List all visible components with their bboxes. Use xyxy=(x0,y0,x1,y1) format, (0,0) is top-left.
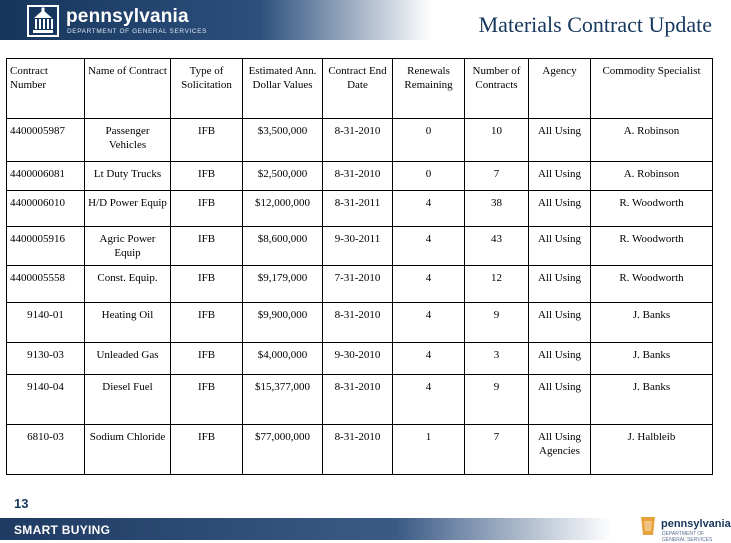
table-header-row xyxy=(7,59,713,119)
table-row xyxy=(7,162,713,191)
table-cell: J. Banks xyxy=(591,343,713,375)
table-cell: All Using xyxy=(529,191,591,227)
table-cell: 4400005987 xyxy=(7,119,85,162)
table-cell: 7 xyxy=(465,425,529,475)
column-header: Contract End Date xyxy=(323,59,393,119)
table-cell: IFB xyxy=(171,303,243,343)
column-header: Type of Solicitation xyxy=(171,59,243,119)
table-cell: 7-31-2010 xyxy=(323,266,393,303)
table-cell: J. Halbleib xyxy=(591,425,713,475)
pa-keystone-icon xyxy=(638,516,658,536)
table-cell: $8,600,000 xyxy=(243,227,323,266)
table-cell: 8-31-2010 xyxy=(323,425,393,475)
table-cell: 1 xyxy=(393,425,465,475)
materials-contract-table xyxy=(6,58,713,475)
table-cell: 9-30-2010 xyxy=(323,343,393,375)
table-cell: 9 xyxy=(465,375,529,425)
table-cell: 8-31-2010 xyxy=(323,162,393,191)
table-cell: $77,000,000 xyxy=(243,425,323,475)
table-cell: All Using xyxy=(529,303,591,343)
table-cell: IFB xyxy=(171,425,243,475)
department-name: DEPARTMENT OF GENERAL SERVICES xyxy=(67,28,208,35)
column-header: Number of Contracts xyxy=(465,59,529,119)
table-cell: All Using xyxy=(529,119,591,162)
table-cell: 3 xyxy=(465,343,529,375)
table-cell: 0 xyxy=(393,119,465,162)
brand-name: pennsylvania xyxy=(66,6,189,27)
table-cell: 4 xyxy=(393,227,465,266)
table-cell: 4 xyxy=(393,343,465,375)
table-cell: Diesel Fuel xyxy=(85,375,171,425)
table-cell: Unleaded Gas xyxy=(85,343,171,375)
table-cell: All Using Agencies xyxy=(529,425,591,475)
table-row xyxy=(7,191,713,227)
table-cell: IFB xyxy=(171,227,243,266)
table-cell: $4,000,000 xyxy=(243,343,323,375)
table-row xyxy=(7,266,713,303)
header-banner xyxy=(0,0,432,40)
page-number: 13 xyxy=(14,496,29,511)
column-header: Contract Number xyxy=(7,59,85,119)
table-cell: $15,377,000 xyxy=(243,375,323,425)
table-cell: Sodium Chloride xyxy=(85,425,171,475)
table-cell: R. Woodworth xyxy=(591,227,713,266)
smart-buying-label: SMART BUYING xyxy=(14,523,111,537)
table-cell: A. Robinson xyxy=(591,119,713,162)
table-row xyxy=(7,375,713,425)
table-cell: 4400006010 xyxy=(7,191,85,227)
table-cell: 43 xyxy=(465,227,529,266)
table-cell: IFB xyxy=(171,191,243,227)
table-cell: 8-31-2011 xyxy=(323,191,393,227)
table-row xyxy=(7,343,713,375)
table-cell: 8-31-2010 xyxy=(323,119,393,162)
table-cell: 4 xyxy=(393,375,465,425)
table-cell: 38 xyxy=(465,191,529,227)
table-cell: All Using xyxy=(529,375,591,425)
column-header: Name of Contract xyxy=(85,59,171,119)
pa-brand-name: pennsylvania xyxy=(661,518,731,530)
table-cell: IFB xyxy=(171,162,243,191)
page-title: Materials Contract Update xyxy=(478,12,712,37)
header xyxy=(0,0,720,46)
table-cell: J. Banks xyxy=(591,303,713,343)
table-cell: 4400005558 xyxy=(7,266,85,303)
table-cell: 4 xyxy=(393,266,465,303)
table-cell: IFB xyxy=(171,119,243,162)
table-cell: IFB xyxy=(171,343,243,375)
table-cell: 9 xyxy=(465,303,529,343)
table-cell: 9130-03 xyxy=(7,343,85,375)
table-row xyxy=(7,119,713,162)
table-cell: 9-30-2011 xyxy=(323,227,393,266)
column-header: Estimated Ann. Dollar Values xyxy=(243,59,323,119)
table-cell: 4400006081 xyxy=(7,162,85,191)
column-header: Renewals Remaining xyxy=(393,59,465,119)
table-cell: All Using xyxy=(529,162,591,191)
table-cell: R. Woodworth xyxy=(591,191,713,227)
table-cell: 4 xyxy=(393,191,465,227)
table-cell: IFB xyxy=(171,266,243,303)
table-cell: 12 xyxy=(465,266,529,303)
table-cell: 4 xyxy=(393,303,465,343)
capitol-building-icon xyxy=(26,4,60,38)
table-cell: 7 xyxy=(465,162,529,191)
table-cell: 8-31-2010 xyxy=(323,303,393,343)
table-cell: Passenger Vehicles xyxy=(85,119,171,162)
table-cell: $9,900,000 xyxy=(243,303,323,343)
table-cell: A. Robinson xyxy=(591,162,713,191)
table-cell: 9140-04 xyxy=(7,375,85,425)
table-cell: $3,500,000 xyxy=(243,119,323,162)
table-cell: $12,000,000 xyxy=(243,191,323,227)
table-row xyxy=(7,227,713,266)
table-cell: R. Woodworth xyxy=(591,266,713,303)
table-cell: 4400005916 xyxy=(7,227,85,266)
table-cell: Heating Oil xyxy=(85,303,171,343)
table-cell: 8-31-2010 xyxy=(323,375,393,425)
table-cell: 0 xyxy=(393,162,465,191)
table-cell: J. Banks xyxy=(591,375,713,425)
table-cell: $2,500,000 xyxy=(243,162,323,191)
table-cell: All Using xyxy=(529,343,591,375)
table-cell: 10 xyxy=(465,119,529,162)
table-cell: Agric Power Equip xyxy=(85,227,171,266)
pa-department-name: DEPARTMENT OF GENERAL SERVICES xyxy=(662,531,713,543)
column-header: Agency xyxy=(529,59,591,119)
table-cell: 9140-01 xyxy=(7,303,85,343)
column-header: Commodity Specialist xyxy=(591,59,713,119)
table-cell: $9,179,000 xyxy=(243,266,323,303)
table-cell: H/D Power Equip xyxy=(85,191,171,227)
table-row xyxy=(7,303,713,343)
table-cell: IFB xyxy=(171,375,243,425)
table-cell: All Using xyxy=(529,266,591,303)
table-cell: All Using xyxy=(529,227,591,266)
table-cell: 6810-03 xyxy=(7,425,85,475)
table-row xyxy=(7,425,713,475)
table-cell: Const. Equip. xyxy=(85,266,171,303)
table-cell: Lt Duty Trucks xyxy=(85,162,171,191)
